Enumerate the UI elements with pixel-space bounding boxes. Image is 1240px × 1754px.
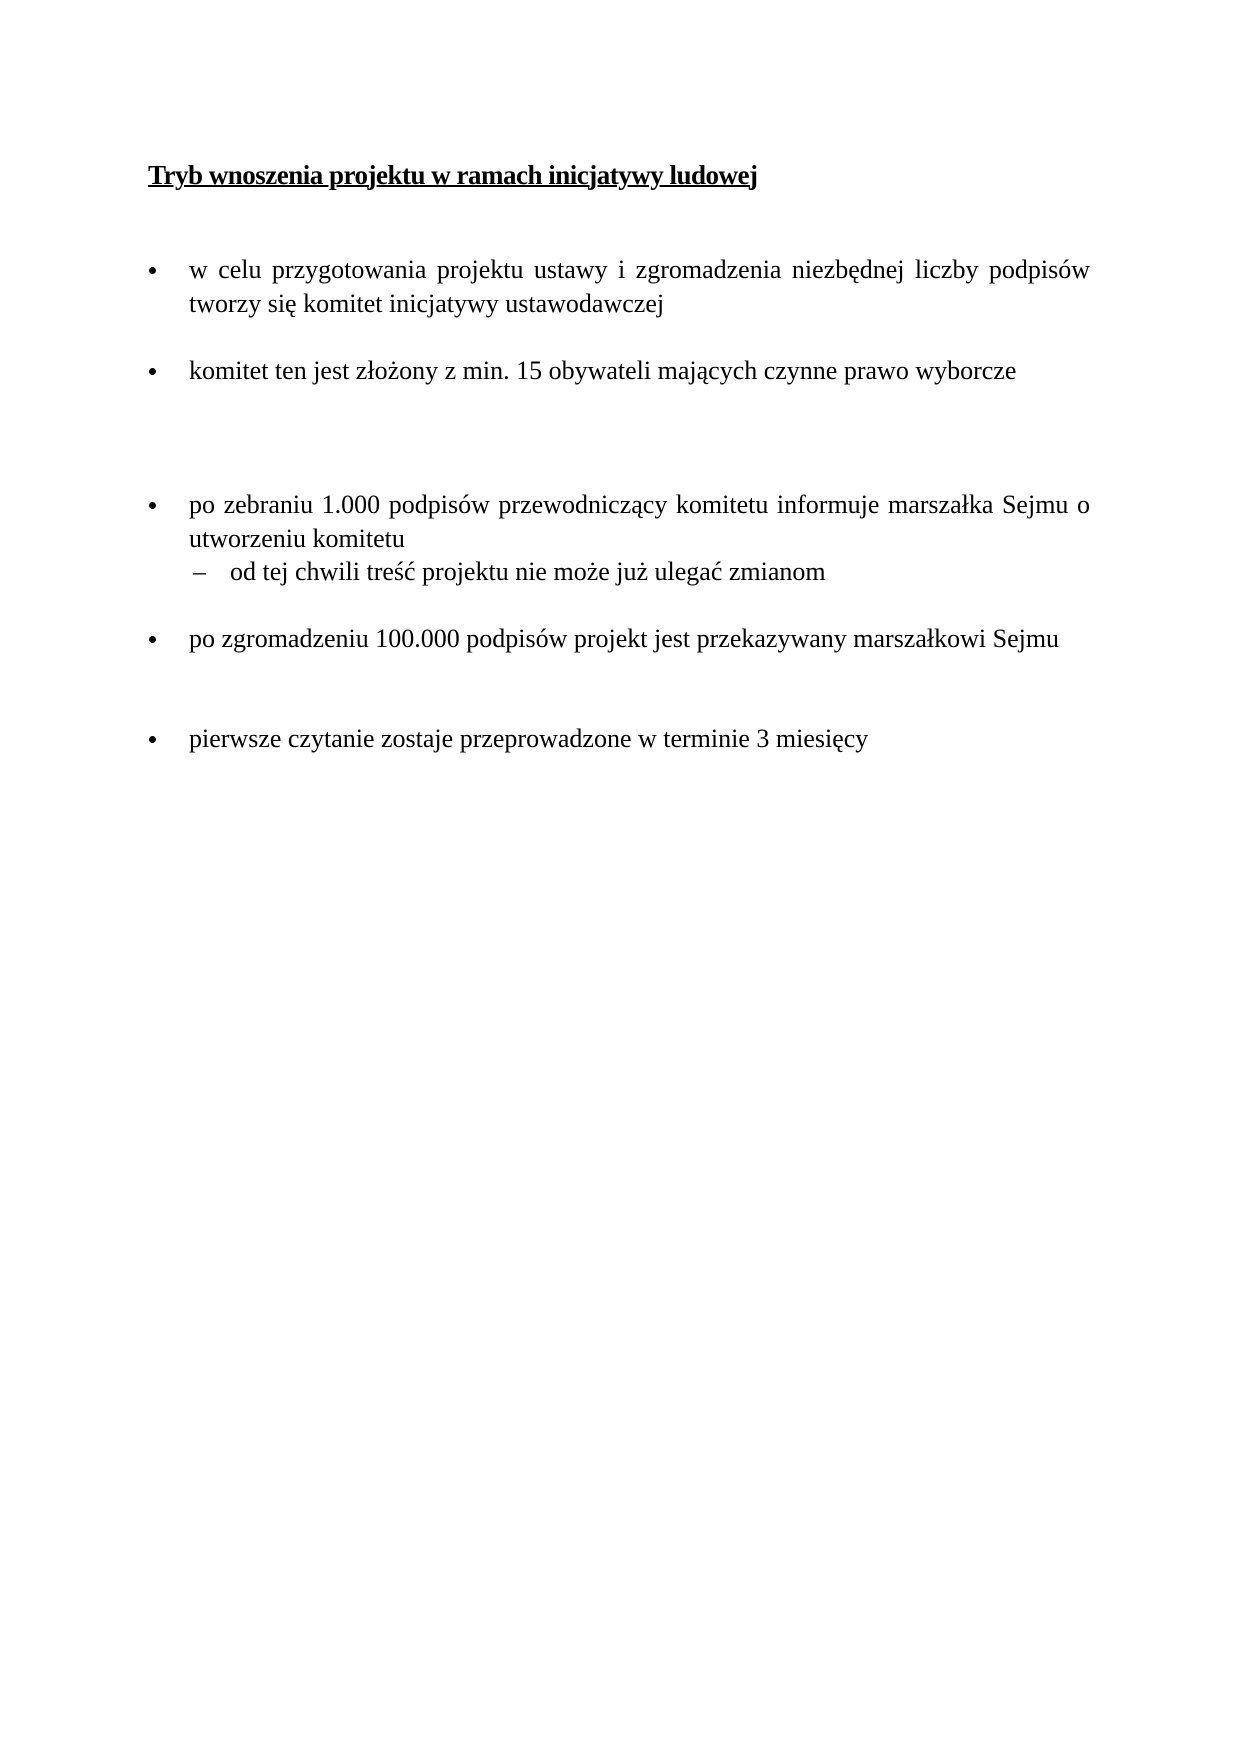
bullet-icon <box>149 636 156 643</box>
document-title: Tryb wnoszenia projektu w ramach inicjatywy ludowej <box>148 160 758 190</box>
bullet-text: komitet ten jest złożony z min. 15 obywateli mających czynne prawo wyborcze <box>189 356 1017 385</box>
bullet-item <box>189 722 1090 756</box>
bullet-item <box>189 253 1090 320</box>
bullet-text: po zgromadzeniu 100.000 podpisów projekt jest przekazywany marszałkowi Sejmu <box>189 624 1060 653</box>
bullet-text: po zebraniu 1.000 podpisów przewodniczący komitetu informuje marszałka Sejmu o utworzeniu komitetu <box>189 490 1090 553</box>
bullet-item <box>189 488 1090 555</box>
sub-item-text: od tej chwili treść projektu nie może już ulegać zmianom <box>230 557 826 586</box>
bullet-item <box>189 622 1090 656</box>
bullet-icon <box>149 502 156 509</box>
bullet-text: pierwsze czytanie zostaje przeprowadzone w terminie 3 miesięcy <box>189 724 869 753</box>
bullet-icon <box>149 368 156 375</box>
sub-item <box>193 555 826 589</box>
bullet-icon <box>149 736 156 743</box>
bullet-icon <box>149 267 156 274</box>
dash-icon: – <box>193 557 206 586</box>
bullet-text: w celu przygotowania projektu ustawy i zgromadzenia niezbędnej liczby podpisów tworzy się komitet inicjatywy ustawodawczej <box>189 255 1090 318</box>
bullet-item <box>189 354 1090 388</box>
